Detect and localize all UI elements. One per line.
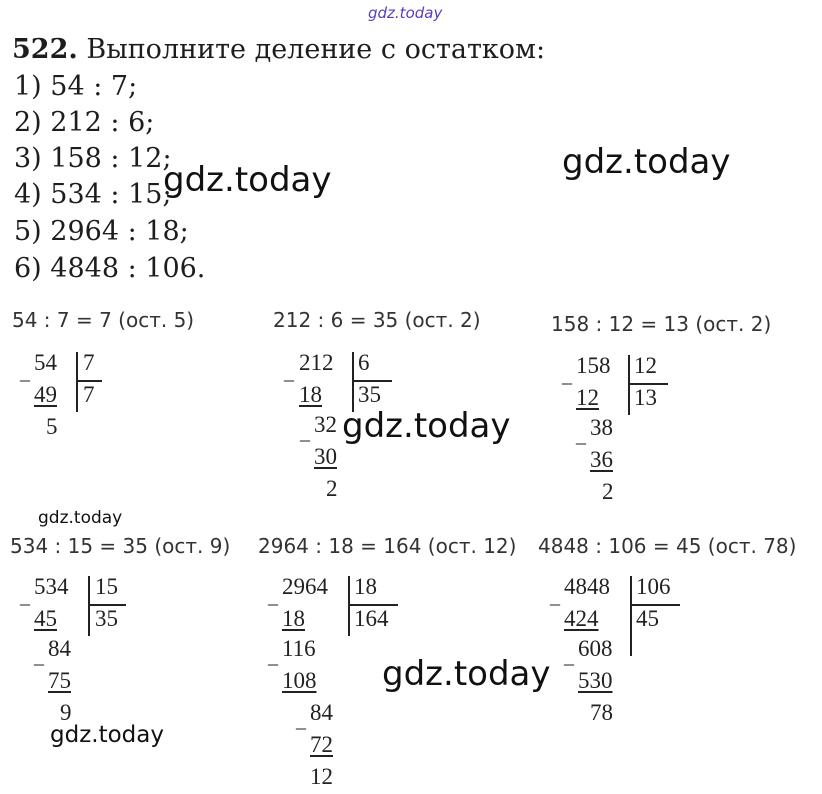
remainder: 12 <box>310 764 333 789</box>
step: 32 <box>314 412 337 437</box>
step: 49 <box>34 382 57 407</box>
step: 45 <box>34 606 57 631</box>
step: 30 <box>314 444 337 469</box>
step: 530 <box>578 668 613 693</box>
long-division-1: _ 54 7 7 49 5 <box>20 350 120 440</box>
dividend: 158 <box>576 353 611 378</box>
step: 424 <box>564 606 599 631</box>
equation-6: 4848 : 106 = 45 (ост. 78) <box>538 534 797 558</box>
step: 116 <box>282 636 316 661</box>
task-item-3: 3) 158 : 12; <box>14 143 172 174</box>
long-division-4: _ 534 15 35 45 _ 84 75 9 <box>20 574 140 734</box>
step: 84 <box>310 700 333 725</box>
step: 12 <box>576 385 599 410</box>
watermark-top: gdz.today <box>368 4 443 22</box>
divisor: 6 <box>358 350 370 375</box>
step: 18 <box>299 382 322 407</box>
watermark: gdz.today <box>163 160 332 200</box>
equation-2: 212 : 6 = 35 (ост. 2) <box>273 308 481 332</box>
step: 84 <box>48 636 71 661</box>
divisor: 12 <box>634 353 657 378</box>
watermark: gdz.today <box>562 142 731 182</box>
step: 38 <box>590 415 613 440</box>
task-item-4: 4) 534 : 15; <box>14 179 172 210</box>
long-division-5: _ 2964 18 164 18 _ 116 108 _ 84 72 12 <box>268 574 408 790</box>
step: 608 <box>578 636 613 661</box>
equation-1: 54 : 7 = 7 (ост. 5) <box>12 308 195 332</box>
step: 72 <box>310 732 333 757</box>
task-title <box>12 34 545 65</box>
task-instruction: Выполните деление с остатком: <box>86 34 546 65</box>
quotient: 45 <box>636 606 659 631</box>
dividend: 212 <box>299 350 334 375</box>
remainder: 78 <box>590 700 613 725</box>
divisor: 7 <box>83 350 95 375</box>
watermark: gdz.today <box>382 654 551 694</box>
dividend: 54 <box>34 350 57 375</box>
divisor: 106 <box>636 574 671 599</box>
equation-5: 2964 : 18 = 164 (ост. 12) <box>258 534 517 558</box>
quotient: 164 <box>354 606 389 631</box>
long-division-6: _ 4848 106 45 424 _ 608 530 78 <box>550 574 700 734</box>
dividend: 4848 <box>564 574 610 599</box>
watermark: gdz.today <box>38 508 123 528</box>
dividend: 534 <box>34 574 69 599</box>
task-item-2: 2) 212 : 6; <box>14 107 155 138</box>
step: 36 <box>590 447 613 472</box>
step: 18 <box>282 606 305 631</box>
quotient: 35 <box>358 382 381 407</box>
divisor: 15 <box>95 574 118 599</box>
remainder: 2 <box>602 479 614 504</box>
quotient: 13 <box>634 385 657 410</box>
watermark: gdz.today <box>50 722 164 748</box>
step: 108 <box>282 668 317 693</box>
remainder: 5 <box>46 414 58 439</box>
equation-3: 158 : 12 = 13 (ост. 2) <box>551 312 772 336</box>
remainder: 9 <box>60 700 72 725</box>
step: 75 <box>48 668 71 693</box>
task-item-1: 1) 54 : 7; <box>14 71 138 102</box>
dividend: 2964 <box>282 574 328 599</box>
quotient: 35 <box>95 606 118 631</box>
quotient: 7 <box>83 382 95 407</box>
equation-4: 534 : 15 = 35 (ост. 9) <box>10 534 231 558</box>
task-number: 522. <box>12 34 78 65</box>
divisor: 18 <box>354 574 377 599</box>
watermark: gdz.today <box>342 406 511 446</box>
long-division-3: _ 158 12 13 12 _ 38 36 2 <box>562 353 682 503</box>
long-division-2: _ 212 6 35 18 _ 32 30 2 <box>284 350 404 500</box>
task-item-6: 6) 4848 : 106. <box>14 253 206 284</box>
task-item-5: 5) 2964 : 18; <box>14 216 189 247</box>
remainder: 2 <box>326 476 338 501</box>
